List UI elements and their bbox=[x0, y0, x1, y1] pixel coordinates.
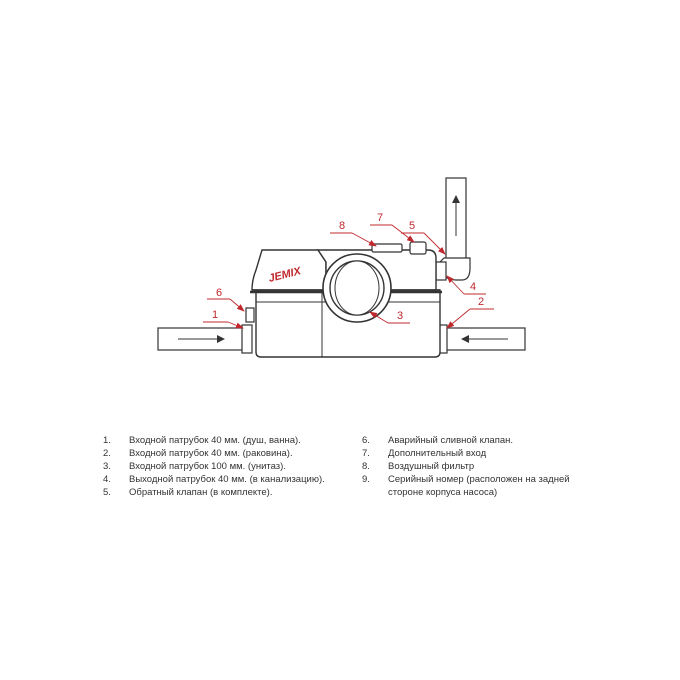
legend-item-text: Выходной патрубок 40 мм. (в канализацию). bbox=[129, 474, 325, 485]
callout-number-2: 2 bbox=[478, 296, 485, 308]
legend-item-number: 1. bbox=[103, 435, 111, 446]
callout-7 bbox=[370, 212, 414, 242]
callout-number-1: 1 bbox=[212, 309, 219, 321]
legend-item bbox=[362, 473, 593, 499]
legend-item-text: Серийный номер (расположен на задней стороне корпуса насоса) bbox=[388, 474, 570, 498]
legend-item-number: 3. bbox=[103, 461, 111, 472]
legend-right bbox=[362, 434, 593, 499]
legend-item-number: 8. bbox=[362, 461, 370, 472]
legend-item bbox=[103, 434, 325, 447]
callout-number-7: 7 bbox=[377, 212, 384, 224]
legend-item bbox=[103, 486, 325, 499]
callout-6 bbox=[207, 287, 244, 311]
legend-item bbox=[103, 447, 325, 460]
emergency-valve bbox=[246, 308, 254, 322]
legend-left bbox=[103, 434, 325, 499]
callout-1 bbox=[203, 309, 243, 328]
legend-item bbox=[362, 434, 593, 447]
additional-inlet bbox=[410, 242, 426, 254]
legend-item-text: Обратный клапан (в комплекте). bbox=[129, 487, 273, 498]
callout-number-3: 3 bbox=[397, 310, 404, 322]
legend-item-text: Входной патрубок 40 мм. (душ, ванна). bbox=[129, 435, 301, 446]
legend-item bbox=[103, 460, 325, 473]
legend-item bbox=[103, 473, 325, 486]
legend-item-text: Аварийный сливной клапан. bbox=[388, 435, 514, 446]
callout-8 bbox=[330, 220, 376, 246]
left-inlet-pipe bbox=[158, 325, 252, 353]
callout-number-4: 4 bbox=[470, 281, 477, 293]
pump-body bbox=[246, 242, 442, 357]
legend-item-text: Воздушный фильтр bbox=[388, 461, 475, 472]
legend-item bbox=[362, 447, 593, 460]
callout-number-8: 8 bbox=[339, 220, 346, 232]
legend-item-number: 6. bbox=[362, 435, 370, 446]
logo-text: JEMIX bbox=[267, 265, 303, 285]
legend-item bbox=[362, 460, 593, 473]
callout-number-6: 6 bbox=[216, 287, 223, 299]
legend-item-number: 7. bbox=[362, 448, 370, 459]
legend-item-number: 2. bbox=[103, 448, 111, 459]
legend-item-text: Входной патрубок 100 мм. (унитаз). bbox=[129, 461, 286, 472]
callout-number-5: 5 bbox=[409, 220, 416, 232]
legend-item-number: 9. bbox=[362, 474, 370, 485]
legend-item-number: 5. bbox=[103, 487, 111, 498]
right-inlet-pipe bbox=[437, 325, 525, 353]
air-filter bbox=[372, 244, 402, 252]
callout-2 bbox=[447, 296, 494, 328]
legend-item-text: Входной патрубок 40 мм. (раковина). bbox=[129, 448, 293, 459]
legend-item-number: 4. bbox=[103, 474, 111, 485]
legend-item-text: Дополнительный вход bbox=[388, 448, 487, 459]
outlet-pipe bbox=[436, 178, 470, 280]
